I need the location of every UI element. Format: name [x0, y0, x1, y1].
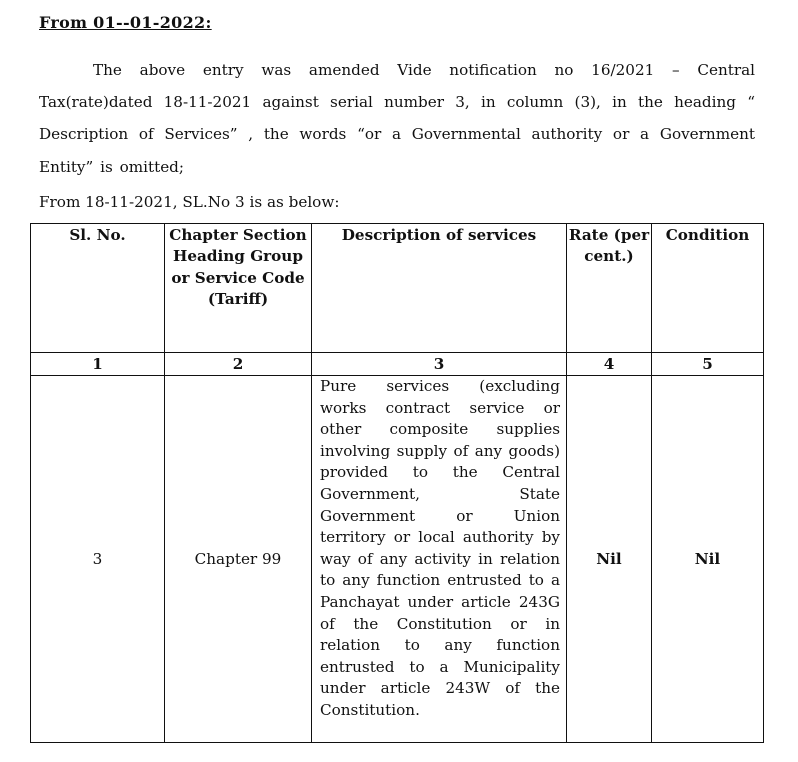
amendment-text: The above entry was amended Vide notification no 16/2021 – Central Tax(rate)dated 18-11-2021 against serial number 3, in column (3), in the heading “ Description of Services” , the words “or a Governmental authority or a Government Entity” is omitted;	[39, 61, 755, 176]
table-header-row	[31, 224, 764, 353]
column-number: 4	[567, 353, 652, 376]
column-number: 3	[312, 353, 567, 376]
table-intro: From 18-11-2021, SL.No 3 is as below:	[39, 193, 340, 211]
column-number-row	[31, 353, 764, 376]
column-number: 5	[652, 353, 764, 376]
header-sl-no: Sl. No.	[31, 224, 165, 353]
amendment-paragraph	[39, 54, 755, 183]
table-row	[31, 376, 764, 743]
header-description: Description of services	[312, 224, 567, 353]
cell-rate: Nil	[567, 376, 652, 743]
cell-sl-no: 3	[31, 376, 165, 743]
cell-description: Pure services (excluding works contract service or other composite supplies involving supply of any goods) provided to the Central Government, State Government or Union territory or local authority by way of any activity in relation to any function entrusted to a Panchayat under article 243G of the Constitution or in relation to any function entrusted to a Municipality under article 243W of the Constitution.	[312, 376, 567, 743]
header-condition: Condition	[652, 224, 764, 353]
column-number: 2	[165, 353, 312, 376]
section-heading: From 01--01-2022:	[39, 13, 212, 32]
header-rate: Rate (per cent.)	[567, 224, 652, 353]
cell-chapter: Chapter 99	[165, 376, 312, 743]
rate-table	[30, 223, 764, 743]
cell-condition: Nil	[652, 376, 764, 743]
column-number: 1	[31, 353, 165, 376]
header-chapter: Chapter Section Heading Group or Service Code (Tariff)	[165, 224, 312, 353]
